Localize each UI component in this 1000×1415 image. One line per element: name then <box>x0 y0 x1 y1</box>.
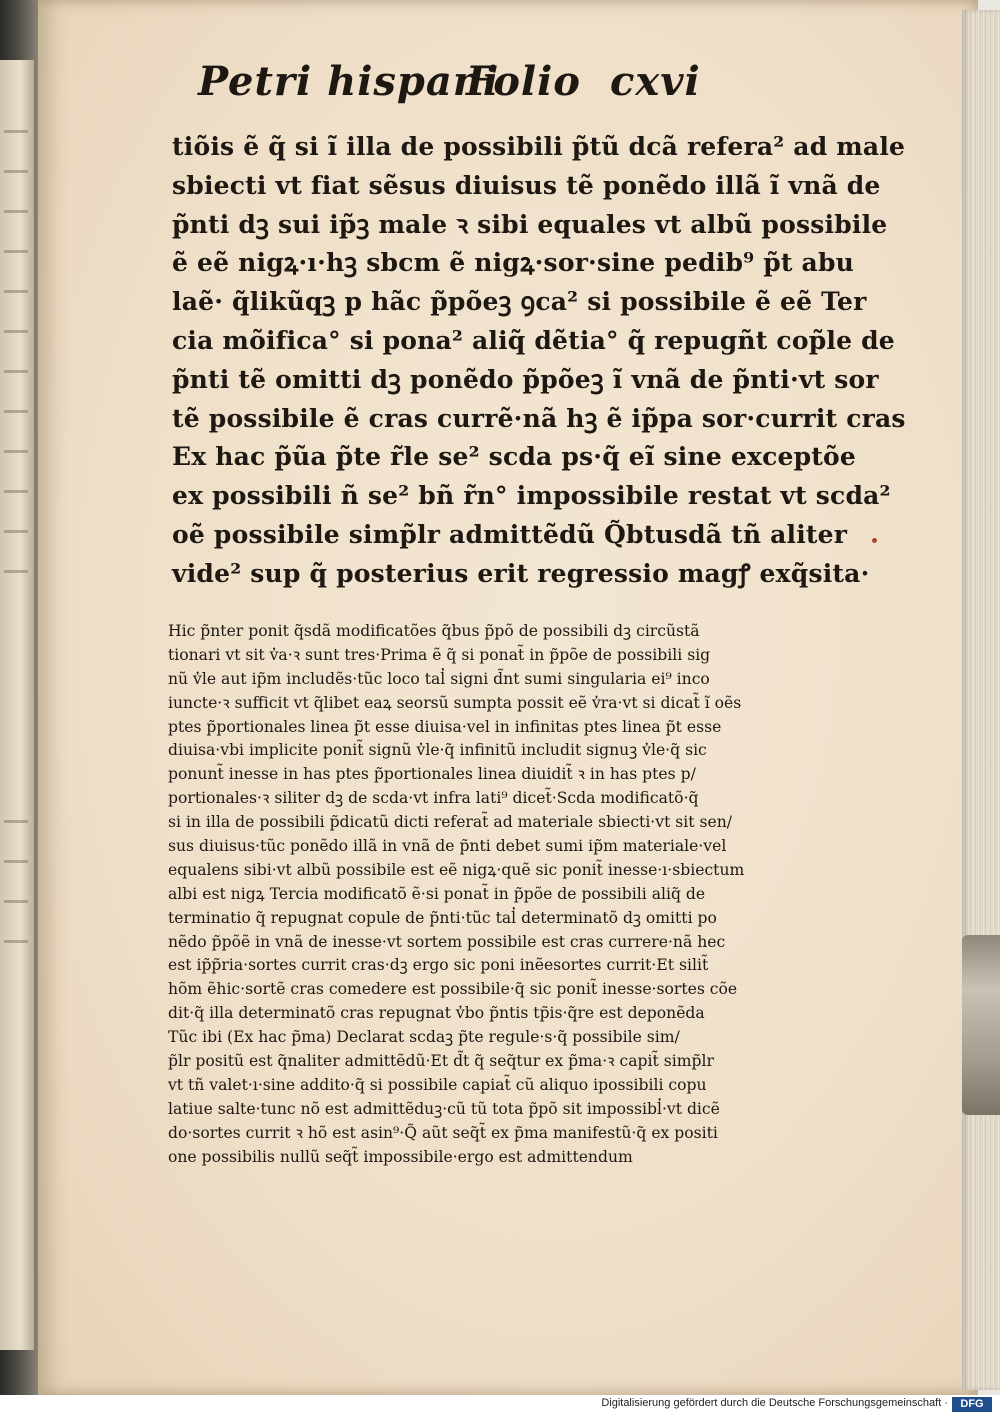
main-text-line: oẽ possibile simp̃lr admittẽdũ Q̃btusdã tñ aliter <box>172 519 848 549</box>
main-text-line: tiõis ẽ q̃ si ĩ illa de possibili p̃tũ dcã refera² ad male <box>172 132 906 161</box>
main-text-line: ẽ eẽ nigꝝ·ı·hꝫ sbcm ẽ nigꝝ·sor·sine pedib⁹ p̃t abu <box>172 248 855 278</box>
commentary-line: equalens sibi·vt albũ possibile est eẽ nigꝝ·quẽ sic ponit̃ inesse·ı·sbiectum <box>168 860 745 879</box>
commentary-line: hõm ẽhic·sortẽ cras comedere est possibile·q̃ sic ponit̃ inesse·sortes cõe <box>168 980 738 999</box>
commentary-line: do·sortes currit ꝛ hõ est asin⁹·Q̃ aũt seq̃t̃ ex p̃ma manifestũ·q̃ ex positi <box>168 1123 718 1142</box>
commentary-line: sus diuisus·tũc ponẽdo illã in vnã de p̃nti debet sumi ip̃m materiale·vel <box>168 837 727 856</box>
commentary-line: one possibilis nullũ seq̃t̃ impossibile·ergo est admittendum <box>168 1147 633 1166</box>
commentary-line: nẽdo p̃põẽ in vnã de inesse·vt sortem possibile est cras currere·nã hec <box>168 932 726 951</box>
main-text-line: vide² sup q̃ posterius erit regressio magꝭ exq̃sita· <box>172 558 870 588</box>
main-text-line: p̃nti tẽ omitti dꝫ ponẽdo p̃põeꝫ ĩ vnã de p̃nti·vt sor <box>172 364 879 394</box>
commentary-line: p̃lr positũ est q̃naliter admittẽdũ·Et d̃t q̃ seq̃tur ex p̃ma·ꝛ capit̃ simp̃lr <box>168 1052 714 1071</box>
digitization-footer <box>0 1395 1000 1415</box>
main-text-line: ex possibili ñ se² bñ r̃n° impossibile restat vt scda² <box>172 481 891 511</box>
commentary-block <box>168 620 780 1169</box>
running-head-folio-label: Folio <box>466 58 581 105</box>
commentary-line: est ip̃p̃ria·sortes currit cras·dꝫ ergo sic poni inẽesortes currit·Et silit̃ <box>168 956 709 975</box>
commentary-line: si in illa de possibili p̃dicatũ dicti referat̃ ad materiale sbiecti·vt sit sen/ <box>168 813 733 832</box>
commentary-line: tionari vt sit v̓a·ꝛ sunt tres·Prima ẽ q̃ si ponat̃ in p̃põe de possibili sig <box>168 645 711 664</box>
main-text-line: tẽ possibile ẽ cras currẽ·nã hꝫ ẽ ip̃pa sor·currit cras <box>172 403 906 433</box>
commentary-line: Hic p̃nter ponit q̃sdã modificatões q̃bus p̃põ de possibili dꝫ circũstã <box>168 622 700 640</box>
running-head <box>198 58 701 118</box>
facing-page-edge <box>0 60 34 1350</box>
commentary-line: dit·q̃ illa determinatõ cras repugnat v̓bo p̃ntis tp̃is·q̃re est deponẽda <box>168 1004 705 1023</box>
book-clamp <box>962 935 1000 1115</box>
commentary-line: latiue salte·tunc nõ est admittẽduꝫ·cũ tũ tota p̃põ sit impossibl̓·vt dicẽ <box>168 1099 720 1118</box>
commentary-line: ponunt̃ inesse in has ptes p̃portionales linea diuidit̃ ꝛ in has ptes p/ <box>168 765 696 784</box>
main-text-line: sbiecti vt fiat sẽsus diuisus tẽ ponẽdo illã ĩ vnã de <box>172 170 881 200</box>
commentary-line: albi est nigꝝ Tercia modificatõ ẽ·si ponat̃ in p̃põe de possibili aliq̃ de <box>168 884 706 903</box>
commentary-line: Tũc ibi (Ex hac p̃ma) Declarat scdaꝫ p̃te regule·s·q̃ possibile sim/ <box>168 1028 680 1047</box>
running-head-folio-number: cxvi <box>610 58 701 105</box>
ink-spot <box>872 538 877 543</box>
page-edges <box>962 10 1000 1390</box>
main-text-block <box>172 128 906 594</box>
commentary-line: ptes p̃portionales linea p̃t esse diuisa·vel in infinitas ptes linea p̃t esse <box>168 717 722 736</box>
commentary-line: portionales·ꝛ siliter dꝫ de scda·vt infra lati⁹ dicet̃·Scda modificatõ·q̃ <box>168 789 699 808</box>
commentary-line: diuisa·vbi implicite ponit̃ signũ v̓le·q̃ infinitũ includit signuꝫ v̓le·q̃ sic <box>168 741 707 760</box>
main-text-line: Ex hac p̃ũa p̃te r̃le se² scda ps·q̃ eĩ sine exceptõe <box>172 442 857 472</box>
main-text-line: laẽ· q̃likũqꝫ p hãc p̃põeꝫ ꝯca² si possibile ẽ eẽ Ter <box>172 287 867 317</box>
commentary-line: iuncte·ꝛ sufficit vt q̃libet eaꝝ seorsũ sumpta possit eẽ v̓ra·vt si dicat̃ ĩ oẽs <box>168 693 742 712</box>
commentary-line: vt tñ valet·ı·sine addito·q̃ si possibile capiat̃ cũ aliquo ipossibili copu <box>168 1075 707 1094</box>
running-head-author: Petri hispani <box>198 58 500 105</box>
main-text-line: p̃nti dꝫ sui ip̃ꝫ male ꝛ sibi equales vt albũ possibile <box>172 209 888 239</box>
commentary-line: nũ v̓le aut ip̃m includẽs·tũc loco tal̓ signi d̃nt sumi singularia ei⁹ inco <box>168 669 710 688</box>
main-text-line: cia mõifica° si pona² aliq̃ dẽtia° q̃ repugñt cop̃le de <box>172 325 895 355</box>
dfg-logo: DFG <box>952 1397 992 1412</box>
commentary-line: terminatio q̃ repugnat copule de p̃nti·tũc tal̓ determinatõ dꝫ omitti po <box>168 908 717 927</box>
footer-credit: Digitalisierung gefördert durch die Deutsche Forschungsgemeinschaft · <box>601 1397 948 1409</box>
